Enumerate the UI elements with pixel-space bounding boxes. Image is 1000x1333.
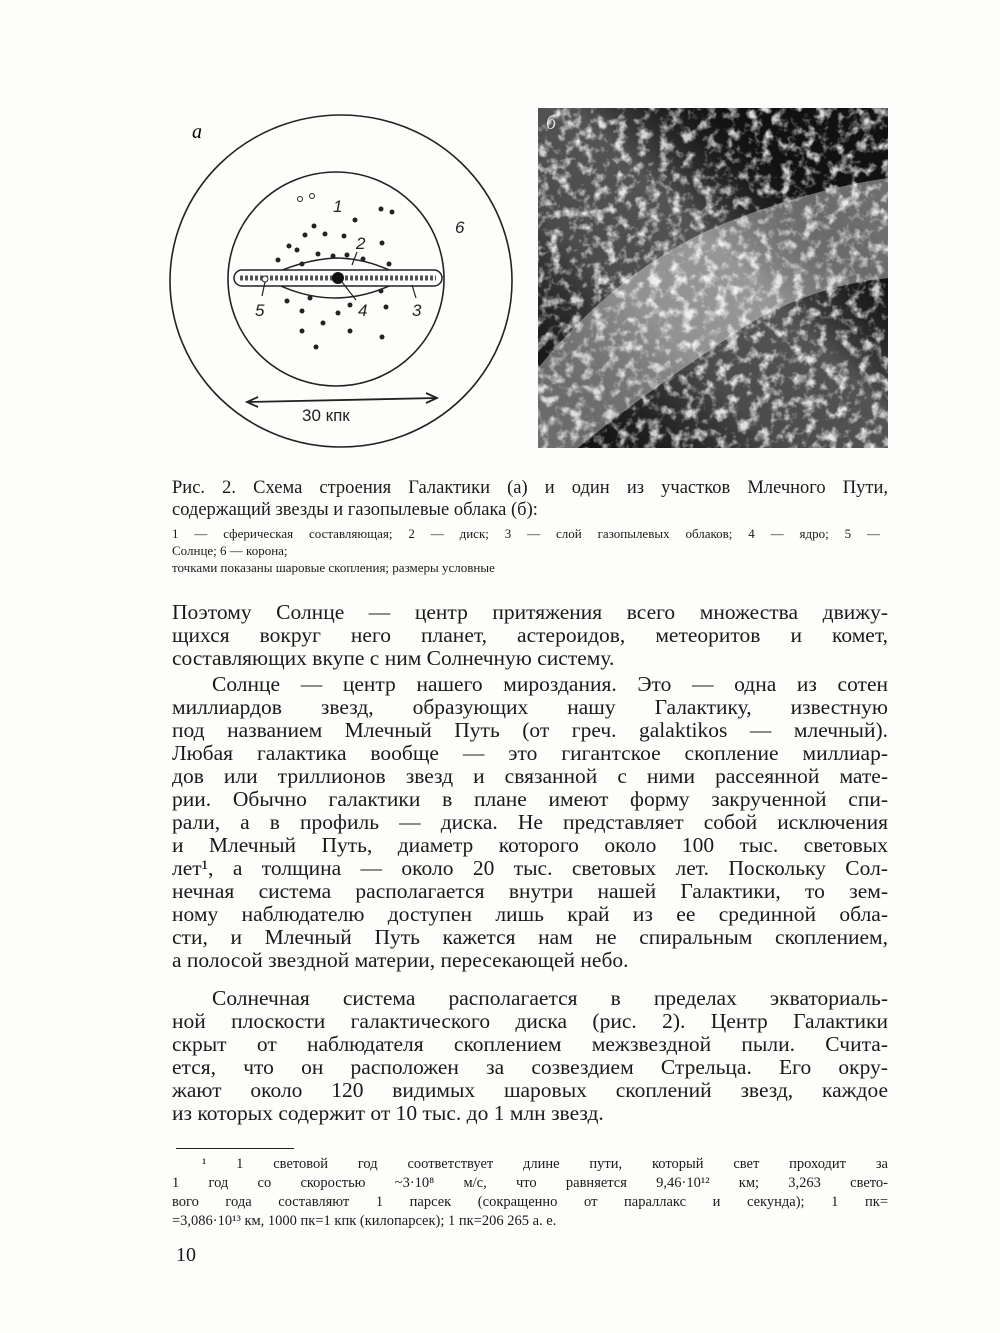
caption-line: 1 — сферическая составляющая; 2 — диск; 3 — слой газопылевых облаков; 4 — ядро; 5 — [172, 526, 880, 541]
page-number: 10 [176, 1244, 196, 1266]
body-line: Любая галактика вообще — это гигантское скопление миллиар- [172, 741, 888, 765]
label-2: 2 [356, 234, 366, 253]
panel-b-label: б [546, 112, 557, 134]
body-line: рии. Обычно галактики в плане имеют форму закрученной спи- [172, 787, 888, 811]
caption-line: содержащий звезды и газопылевые облака (б): [172, 500, 538, 520]
body-line: нечная система располагается внутри нашей Галактики, то зем- [172, 879, 888, 903]
caption-line: Солнце; 6 — корона; [172, 543, 288, 558]
label-1: 1 [333, 197, 343, 216]
scale-arrow [247, 393, 437, 407]
caption-line: точками показаны шаровые скопления; размеры условные [172, 560, 495, 575]
galaxy-structure-diagram [160, 105, 530, 465]
body-line: ется, что он расположен за созвездием Стрельца. Его окру- [172, 1055, 888, 1079]
sun-marker [262, 276, 268, 282]
body-line: и Млечный Путь, диаметр которого около 100 тыс. световых [172, 833, 888, 857]
body-line: скрыт от наблюдателя скоплением межзвездной пыли. Счита- [172, 1032, 888, 1056]
caption-line: Рис. 2. Схема строения Галактики (а) и один из участков Млечного Пути, [172, 478, 888, 498]
label-4: 4 [358, 301, 368, 320]
label-5: 5 [255, 301, 265, 320]
body-line: лет¹, а толщина — около 20 тыс. световых лет. Поскольку Сол- [172, 856, 888, 880]
footnote-rule [176, 1148, 294, 1149]
body-line: дов или триллионов звезд и связанной с ними рассеянной мате- [172, 764, 888, 788]
body-line: а полосой звездной материи, пересекающей небо. [172, 948, 629, 972]
label-3: 3 [412, 301, 422, 320]
body-line: Солнце — центр нашего мироздания. Это — одна из сотен [212, 672, 888, 696]
label-6: 6 [455, 218, 465, 237]
body-line: миллиардов звезд, образующих нашу Галактику, известную [172, 695, 888, 719]
body-line: Поэтому Солнце — центр притяжения всего множества движу- [172, 600, 888, 624]
panel-a-label: а [192, 121, 202, 143]
footnote-line: вого года составляют 1 парсек (сокращенно от параллакс и секунда); 1 пк= [172, 1194, 888, 1210]
footnote-line: ¹ 1 световой год соответствует длине пути, который свет проходит за [202, 1156, 888, 1172]
scale-label: 30 кпк [302, 406, 350, 425]
body-line: Солнечная система располагается в пределах экваториаль- [212, 986, 888, 1010]
body-line: жают около 120 видимых шаровых скоплений звезд, каждое [172, 1078, 888, 1102]
body-line: ному наблюдателю доступен лишь край из ее срединной обла- [172, 902, 888, 926]
footnote-line: =3,086·10¹³ км, 1000 пк=1 кпк (килопарсек); 1 пк=206 265 а. е. [172, 1213, 557, 1229]
body-line: рали, а в профиль — диска. Не представляет собой исключения [172, 810, 888, 834]
body-line: под названием Млечный Путь (от греч. galaktikos — млечный). [172, 718, 888, 742]
footnote-line: 1 год со скоростью ~3·10⁸ м/с, что равняется 9,46·10¹² км; 3,263 свето- [172, 1175, 888, 1191]
body-line: ной плоскости галактического диска (рис. 2). Центр Галактики [172, 1009, 888, 1033]
body-line: сти, и Млечный Путь кажется нам не спиральным скоплением, [172, 925, 888, 949]
body-line: из которых содержит от 10 тыс. до 1 млн звезд. [172, 1101, 604, 1125]
body-line: составляющих вкупе с ним Солнечную систему. [172, 646, 615, 670]
body-line: щихся вокруг него планет, астероидов, метеоритов и комет, [172, 623, 888, 647]
milky-way-photo [538, 108, 888, 448]
